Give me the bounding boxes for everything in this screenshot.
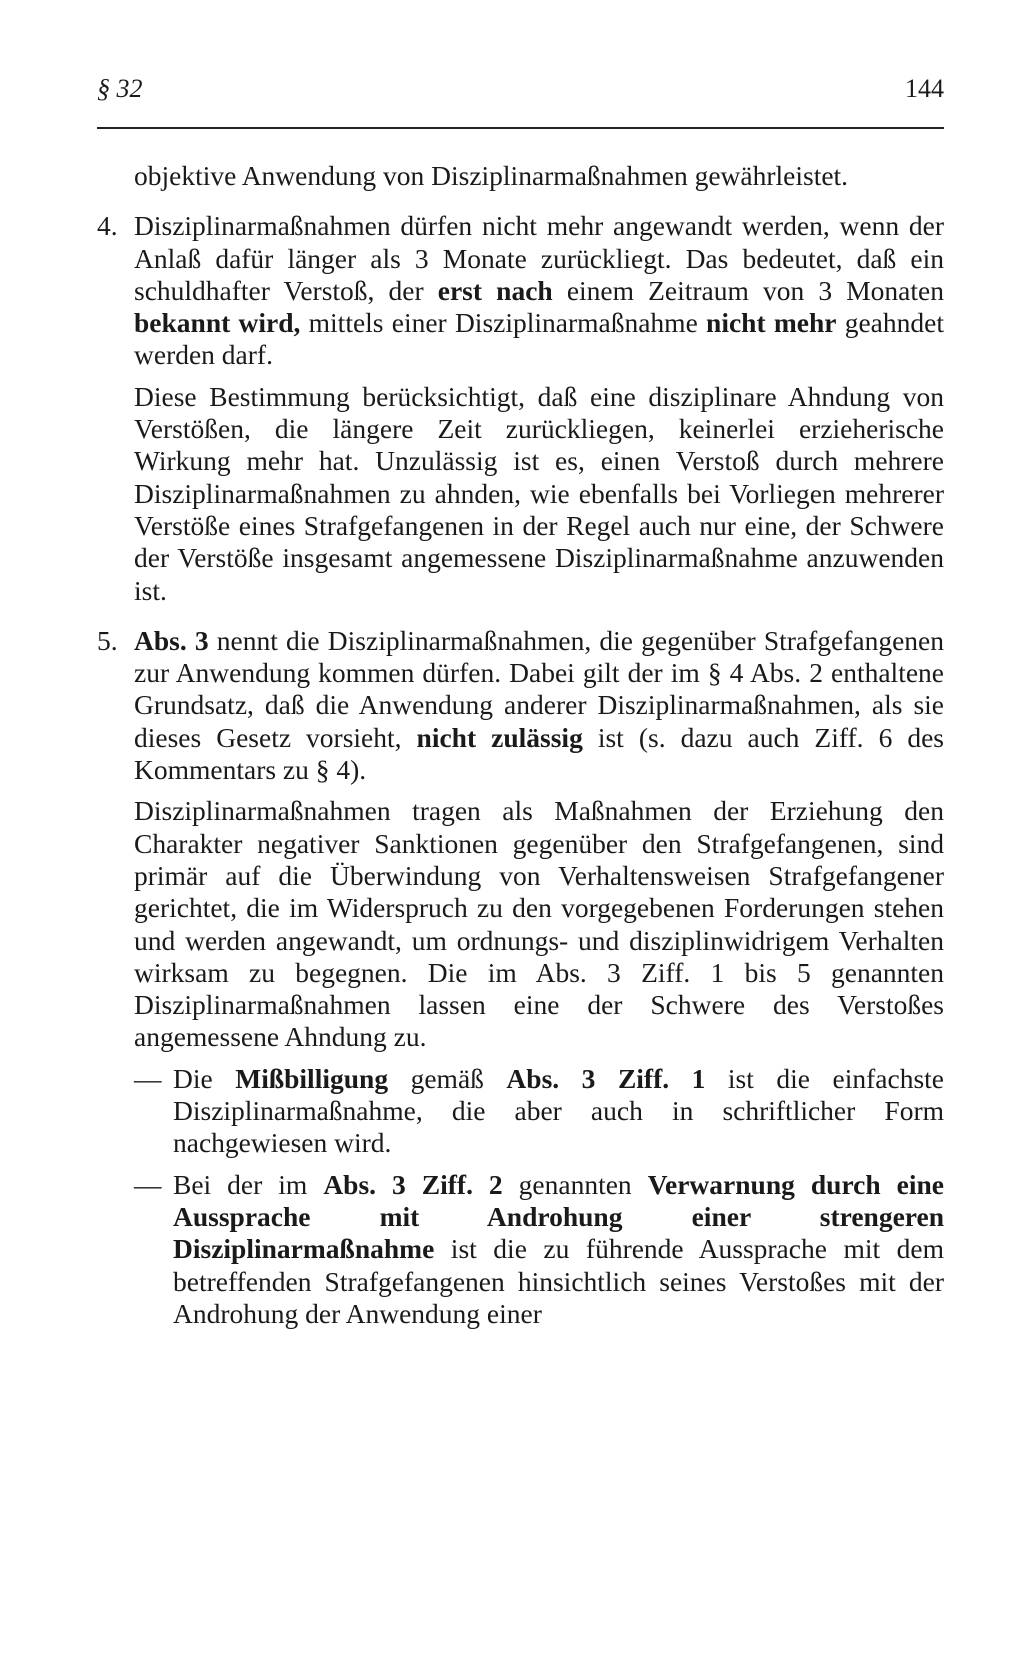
dash-item-1 (97, 1063, 944, 1160)
bold-text: Abs. 3 (134, 624, 209, 656)
dash-item-1-text: Die Mißbilligung gemäß Abs. 3 Ziff. 1 ist die einfachste Disziplinarmaßnahme, die aber auch in schriftlicher Form nachgewiesen wird. (173, 1062, 944, 1159)
section-reference: § 32 (97, 74, 143, 103)
paragraph: Diese Bestimmung berücksichtigt, daß eine disziplinare Ahndung von Verstößen, die längere Zeit zurückliegen, keinerlei erzieherische Wirkung mehr hat. Unzulässig ist es, einen Verstoß durch mehrere Disziplinarmaßnahmen zu ahnden, wie ebenfalls bei Vorliegen mehrerer Verstöße eines Strafgefangenen in der Regel auch nur eine, der Schwere der Verstöße insgesamt angemessene Disziplinarmaßnahme anzuwenden ist. (134, 380, 944, 606)
page-number: 144 (905, 74, 944, 103)
bold-text: Abs. 3 Ziff. 2 (323, 1168, 503, 1200)
bold-text: Mißbilligung (235, 1062, 389, 1094)
bold-text: Verwarnung durch eine Aussprache mit Androhung einer strengeren Disziplinarmaßnahme (173, 1168, 945, 1265)
dash-marker: — (134, 1168, 162, 1200)
header-rule (97, 127, 944, 129)
item-5-text: Abs. 3 nennt die Disziplinarmaßnahmen, die gegenüber Strafgefangenen zur Anwendung kommen dürfen. Dabei gilt der im § 4 Abs. 2 enthaltene Grundsatz, daß die Anwendung anderer Disziplinarmaßnahmen, als sie dieses Gesetz vorsieht, nicht zulässig ist (s. dazu auch Ziff. 6 des Kommentars zu § 4). (134, 624, 945, 786)
paragraph-continuation: objektive Anwendung von Disziplinarmaßnahmen gewährleistet. (134, 160, 849, 191)
item-number: 5. (97, 624, 118, 656)
bold-text: bekannt wird, (134, 307, 301, 339)
bold-text: erst nach (437, 274, 553, 306)
item-4-text: Disziplinarmaßnahmen dürfen nicht mehr angewandt werden, wenn der Anlaß dafür länger als 3 Monate zurückliegt. Das bedeutet, daß ein schuldhafter Verstoß, der erst nach einem Zeitraum von 3 Monaten bekannt wird, mittels einer Disziplinarmaßnahme nicht mehr geahndet werden darf. (134, 210, 944, 371)
dash-item-2-text: Bei der im Abs. 3 Ziff. 2 genannten Verwarnung durch eine Aussprache mit Androhung einer strengeren Disziplinarmaßnahme ist die zu führende Aussprache mit dem betreffenden Strafgefangenen hinsichtlich seines Verstoßes mit der Androhung der Anwendung einer (173, 1168, 945, 1329)
bold-text: nicht mehr (706, 307, 837, 339)
bold-text: Abs. 3 Ziff. 1 (506, 1062, 706, 1094)
list-item-5 (97, 625, 944, 786)
page-body (97, 160, 944, 1330)
dash-marker: — (134, 1062, 162, 1094)
dash-item-2 (97, 1169, 944, 1330)
bold-text: nicht zulässig (416, 721, 583, 753)
list-item-4 (97, 210, 944, 371)
page-header (97, 74, 944, 114)
paragraph: Disziplinarmaßnahmen tragen als Maßnahmen der Erziehung den Charakter negativer Sanktionen gegenüber den Strafgefangenen, sind primär auf die Überwindung von Verhaltensweisen Strafgefangener gerichtet, die im Widerspruch zu den vorgegebenen Forderungen stehen und werden angewandt, um ordnungs- und disziplinwidrigem Verhalten wirksam zu begegnen. Die im Abs. 3 Ziff. 1 bis 5 genannten Disziplinarmaßnahmen lassen eine der Schwere des Verstoßes angemessene Ahndung zu. (134, 795, 944, 1053)
item-number: 4. (97, 210, 118, 242)
